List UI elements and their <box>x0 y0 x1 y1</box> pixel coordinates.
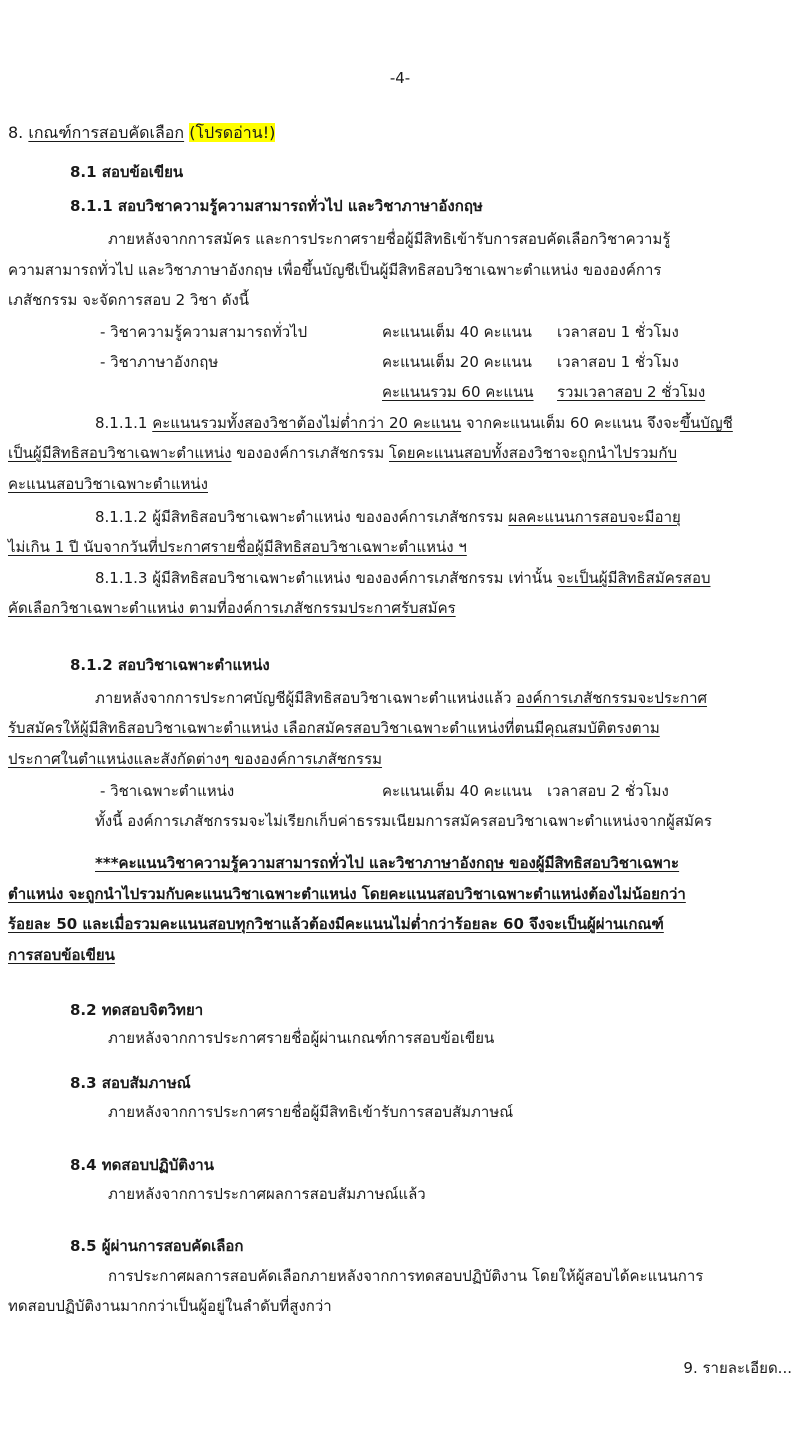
rule-text: 8.1.1.2 ผู้มีสิทธิสอบวิชาเฉพาะตำแหน่ง ขององค์การเภสัชกรรม <box>95 508 509 526</box>
rule-underlined: จะเป็นผู้มีสิทธิสมัครสอบ <box>557 569 711 587</box>
rule-underlined: ผลคะแนนการสอบจะมีอายุ <box>508 508 681 526</box>
section-number: 8. <box>8 123 24 142</box>
heading-8-2: 8.2 ทดสอบจิตวิทยา <box>70 1001 204 1019</box>
subject-time: เวลาสอบ 1 ชั่วโมง <box>557 353 679 371</box>
fee-note: ทั้งนี้ องค์การเภสัชกรรมจะไม่เรียกเก็บค่าธรรมเนียมการสมัครสอบวิชาเฉพาะตำแหน่งจากผู้สมัคร <box>95 812 712 830</box>
rule-underlined: เป็นผู้มีสิทธิสอบวิชาเฉพาะตำแหน่ง <box>8 444 232 462</box>
section-8-heading <box>8 123 275 143</box>
rule-8-1-1-2-line-1 <box>95 507 681 527</box>
note-line-1: ***คะแนนวิชาความรู้ความสามารถทั่วไป และวิชาภาษาอังกฤษ ของผู้มีสิทธิสอบวิชาเฉพาะ <box>95 854 680 872</box>
note-line-4: การสอบข้อเขียน <box>8 946 115 964</box>
para-text: ภายหลังจากการประกาศบัญชีผู้มีสิทธิสอบวิชาเฉพาะตำแหน่งแล้ว <box>95 689 517 707</box>
rule-8-1-1-1-line-2 <box>8 443 677 463</box>
total-row <box>382 382 705 402</box>
subject-time: เวลาสอบ 1 ชั่วโมง <box>557 323 679 341</box>
intro-line-2: ความสามารถทั่วไป และวิชาภาษาอังกฤษ เพื่อขึ้นบัญชีเป็นผู้มีสิทธิสอบวิชาเฉพาะตำแหน่ง ขององค์การ <box>8 261 662 279</box>
note-line-3: ร้อยละ 50 และเมื่อรวมคะแนนสอบทุกวิชาแล้วต้องมีคะแนนไม่ต่ำกว่าร้อยละ 60 จึงจะเป็นผู้ผ่านเกณฑ์ <box>8 915 664 933</box>
rule-8-1-1-2-line-2: ไม่เกิน 1 ปี นับจากวันที่ประกาศรายชื่อผู้มีสิทธิสอบวิชาเฉพาะตำแหน่ง ฯ <box>8 538 467 556</box>
para-underlined: องค์การเภสัชกรรมจะประกาศ <box>516 689 708 707</box>
heading-8-4: 8.4 ทดสอบปฏิบัติงาน <box>70 1156 214 1174</box>
body-8-4: ภายหลังจากการประกาศผลการสอบสัมภาษณ์แล้ว <box>108 1185 426 1203</box>
subject-name: - วิชาความรู้ความสามารถทั่วไป <box>100 323 308 341</box>
rule-underlined: คะแนนรวมทั้งสองวิชาต้องไม่ต่ำกว่า 20 คะแนน <box>152 414 462 432</box>
subject-score: คะแนนเต็ม 20 คะแนน <box>382 353 532 371</box>
rule-text: ขององค์การเภสัชกรรม <box>231 444 389 462</box>
intro-line-1: ภายหลังจากการสมัคร และการประกาศรายชื่อผู้มีสิทธิเข้ารับการสอบคัดเลือกวิชาความรู้ <box>108 230 671 248</box>
s812-line-3: ประกาศในตำแหน่งและสังกัดต่างๆ ขององค์การเภสัชกรรม <box>8 750 383 768</box>
rule-number: 8.1.1.1 <box>95 414 153 432</box>
intro-line-3: เภสัชกรรม จะจัดการสอบ 2 วิชา ดังนี้ <box>8 291 250 309</box>
note-line-2: ตำแหน่ง จะถูกนำไปรวมกับคะแนนวิชาเฉพาะตำแหน่ง โดยคะแนนสอบวิชาเฉพาะตำแหน่งต้องไม่น้อยกว่า <box>8 885 686 903</box>
subject-name: - วิชาเฉพาะตำแหน่ง <box>100 782 235 800</box>
subject-name: - วิชาภาษาอังกฤษ <box>100 353 219 371</box>
body-8-3: ภายหลังจากการประกาศรายชื่อผู้มีสิทธิเข้ารับการสอบสัมภาษณ์ <box>108 1103 514 1121</box>
body-8-2: ภายหลังจากการประกาศรายชื่อผู้ผ่านเกณฑ์การสอบข้อเขียน <box>108 1029 495 1047</box>
section-title: เกณฑ์การสอบคัดเลือก <box>28 123 185 142</box>
read-please-highlight: (โปรดอ่าน!) <box>189 123 276 142</box>
rule-underlined: ขึ้นบัญชี <box>679 414 733 432</box>
heading-8-1: 8.1 สอบข้อเขียน <box>70 163 184 181</box>
heading-8-3: 8.3 สอบสัมภาษณ์ <box>70 1074 191 1092</box>
rule-text: 8.1.1.3 ผู้มีสิทธิสอบวิชาเฉพาะตำแหน่ง ขององค์การเภสัชกรรม เท่านั้น <box>95 569 558 587</box>
subject-time: เวลาสอบ 2 ชั่วโมง <box>547 782 669 800</box>
specific-subject-row <box>100 781 669 801</box>
subject-row <box>100 352 679 372</box>
rule-underlined: โดยคะแนนสอบทั้งสองวิชาจะถูกนำไปรวมกับ <box>389 444 677 462</box>
subject-score: คะแนนเต็ม 40 คะแนน <box>382 782 532 800</box>
heading-8-1-2: 8.1.2 สอบวิชาเฉพาะตำแหน่ง <box>70 656 270 674</box>
heading-8-5: 8.5 ผู้ผ่านการสอบคัดเลือก <box>70 1237 244 1255</box>
subject-score: คะแนนเต็ม 40 คะแนน <box>382 323 532 341</box>
rule-8-1-1-3-line-2: คัดเลือกวิชาเฉพาะตำแหน่ง ตามที่องค์การเภสัชกรรมประกาศรับสมัคร <box>8 599 456 617</box>
rule-8-1-1-1-line-1 <box>95 413 733 433</box>
rule-8-1-1-1-line-3: คะแนนสอบวิชาเฉพาะตำแหน่ง <box>8 475 208 493</box>
total-time: รวมเวลาสอบ 2 ชั่วโมง <box>557 383 706 401</box>
total-score: คะแนนรวม 60 คะแนน <box>382 383 534 401</box>
page-number: -4- <box>389 69 411 87</box>
rule-8-1-1-3-line-1 <box>95 568 711 588</box>
subject-row <box>100 322 679 342</box>
s812-line-2: รับสมัครให้ผู้มีสิทธิสอบวิชาเฉพาะตำแหน่ง เลือกสมัครสอบวิชาเฉพาะตำแหน่งที่ตนมีคุณสมบัติตรงตาม <box>8 719 660 737</box>
s812-line-1 <box>95 688 707 708</box>
heading-8-1-1: 8.1.1 สอบวิชาความรู้ความสามารถทั่วไป และวิชาภาษาอังกฤษ <box>70 197 483 215</box>
continuation-marker: 9. รายละเอียด... <box>683 1359 792 1377</box>
rule-text: จากคะแนนเต็ม 60 คะแนน จึงจะ <box>461 414 680 432</box>
body-8-5-line-2: ทดสอบปฏิบัติงานมากกว่าเป็นผู้อยู่ในลำดับที่สูงกว่า <box>8 1297 332 1315</box>
body-8-5-line-1: การประกาศผลการสอบคัดเลือกภายหลังจากการทดสอบปฏิบัติงาน โดยให้ผู้สอบได้คะแนนการ <box>108 1267 704 1285</box>
